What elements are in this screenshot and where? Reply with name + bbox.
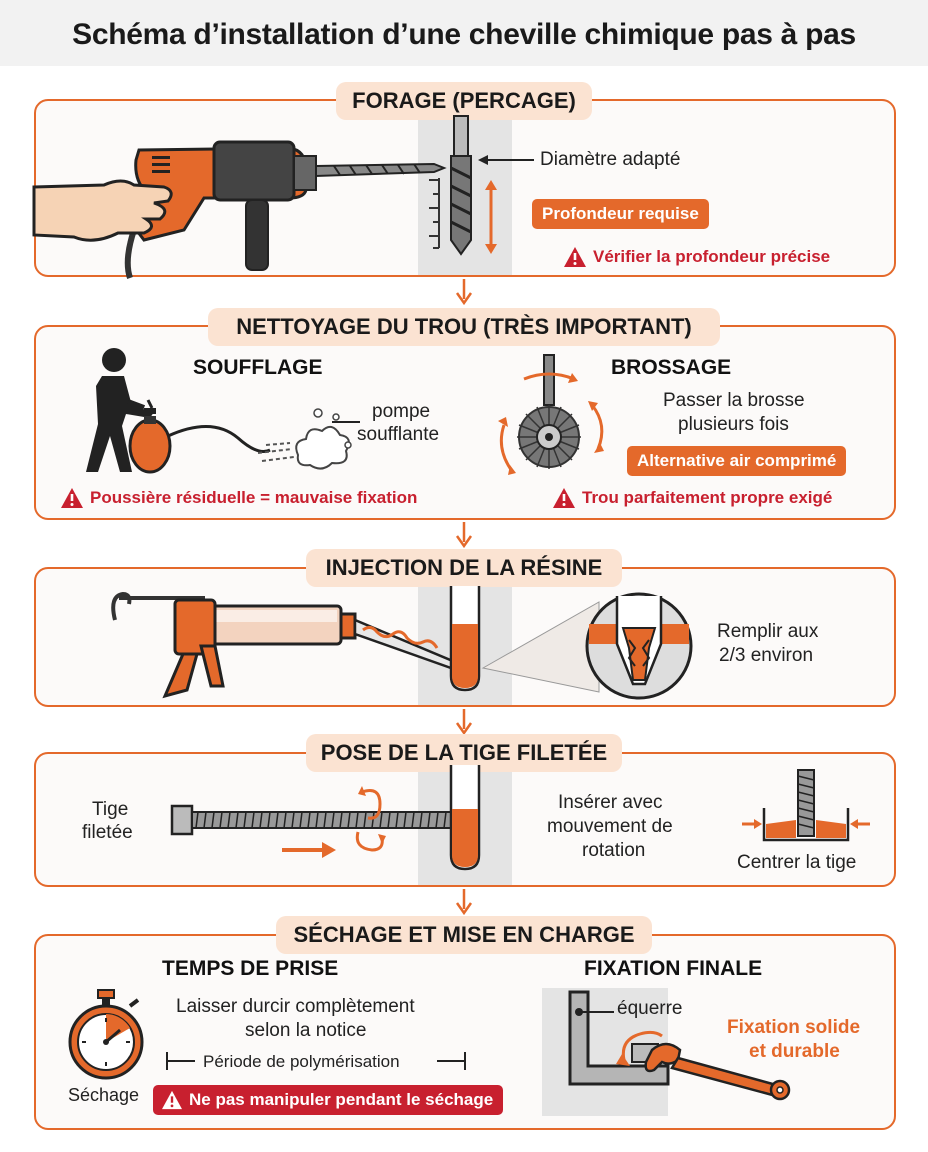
centering-icon bbox=[742, 768, 872, 844]
insert-label-1: Insérer avec bbox=[558, 792, 663, 813]
flow-arrow-2 bbox=[455, 522, 473, 548]
push-arrow bbox=[282, 840, 338, 860]
depth-gauge-icon bbox=[425, 178, 445, 252]
final-title: FIXATION FINALE bbox=[584, 957, 763, 980]
sechage-warning bbox=[153, 1085, 503, 1115]
wire-brush-icon bbox=[496, 355, 614, 483]
pump-label-1: pompe bbox=[372, 401, 431, 422]
step-heading-sechage: SÉCHAGE ET MISE EN CHARGE bbox=[276, 916, 652, 954]
soufflage-warning-text: Poussière résiduelle = mauvaise fixation bbox=[90, 488, 418, 507]
flow-arrow-4 bbox=[455, 889, 473, 915]
flow-arrow-3 bbox=[455, 709, 473, 735]
dust-cloud-icon bbox=[258, 405, 358, 475]
forage-warning-text: Vérifier la profondeur précise bbox=[593, 247, 831, 266]
page-title: Schéma d’installation d’une cheville chimique pas à pas bbox=[0, 0, 928, 66]
alt-air-badge: Alternative air comprimé bbox=[627, 446, 846, 476]
depth-arrow bbox=[483, 180, 499, 254]
warning-icon bbox=[60, 487, 84, 509]
flow-arrow-1 bbox=[455, 279, 473, 305]
fill-label-2: 2/3 environ bbox=[719, 645, 814, 666]
brush-label-1: Passer la brosse bbox=[663, 390, 805, 411]
step-heading-pose: POSE DE LA TIGE FILETÉE bbox=[306, 734, 622, 772]
insert-label-2: mouvement de bbox=[547, 816, 673, 837]
warning-icon bbox=[161, 1090, 183, 1110]
caulking-gun-icon bbox=[105, 590, 465, 700]
forage-warning bbox=[563, 245, 830, 269]
center-label: Centrer la tige bbox=[737, 852, 857, 873]
diameter-label: Diamètre adapté bbox=[540, 149, 681, 170]
step-heading-injection: INJECTION DE LA RÉSINE bbox=[306, 549, 622, 587]
rod-label-1: Tige bbox=[92, 799, 129, 820]
final-label-1: Fixation solide bbox=[727, 1017, 861, 1038]
warning-icon bbox=[552, 487, 576, 509]
threaded-rod-icon bbox=[172, 800, 482, 840]
magnifier-icon bbox=[483, 588, 693, 698]
pump-label-2: soufflante bbox=[357, 424, 440, 445]
insert-label-3: rotation bbox=[582, 840, 646, 861]
soufflage-warning bbox=[60, 486, 417, 510]
stopwatch-icon bbox=[64, 990, 148, 1080]
rod-hole bbox=[447, 765, 483, 873]
prise-title: TEMPS DE PRISE bbox=[162, 957, 339, 980]
pointer-line bbox=[478, 153, 538, 167]
cure-label-1: Laisser durcir complètement bbox=[176, 996, 415, 1017]
fill-label-1: Remplir aux bbox=[717, 621, 819, 642]
soufflage-title: SOUFFLAGE bbox=[193, 356, 323, 379]
final-label-2: et durable bbox=[749, 1041, 840, 1062]
period-label: Période de polymérisation bbox=[203, 1052, 400, 1071]
rod-label-2: filetée bbox=[82, 822, 133, 843]
timer-label: Séchage bbox=[68, 1085, 140, 1105]
sechage-warning-text: Ne pas manipuler pendant le séchage bbox=[189, 1090, 494, 1109]
drill-bit-icon bbox=[446, 116, 476, 256]
brossage-title: BROSSAGE bbox=[611, 356, 732, 379]
brossage-warning-text: Trou parfaitement propre exigé bbox=[582, 488, 833, 507]
step-heading-nettoyage: NETTOYAGE DU TROU (TRÈS IMPORTANT) bbox=[208, 308, 720, 346]
bracket-label: équerre bbox=[617, 998, 683, 1019]
rotation-icon bbox=[350, 784, 390, 856]
resin-hole bbox=[447, 586, 483, 694]
hand-icon bbox=[34, 175, 184, 255]
depth-badge: Profondeur requise bbox=[532, 199, 709, 229]
brush-label-2: plusieurs fois bbox=[678, 414, 789, 435]
step-heading-forage: FORAGE (PERCAGE) bbox=[336, 82, 592, 120]
cure-label-2: selon la notice bbox=[245, 1020, 367, 1041]
warning-icon bbox=[563, 246, 587, 268]
brossage-warning bbox=[552, 486, 832, 510]
